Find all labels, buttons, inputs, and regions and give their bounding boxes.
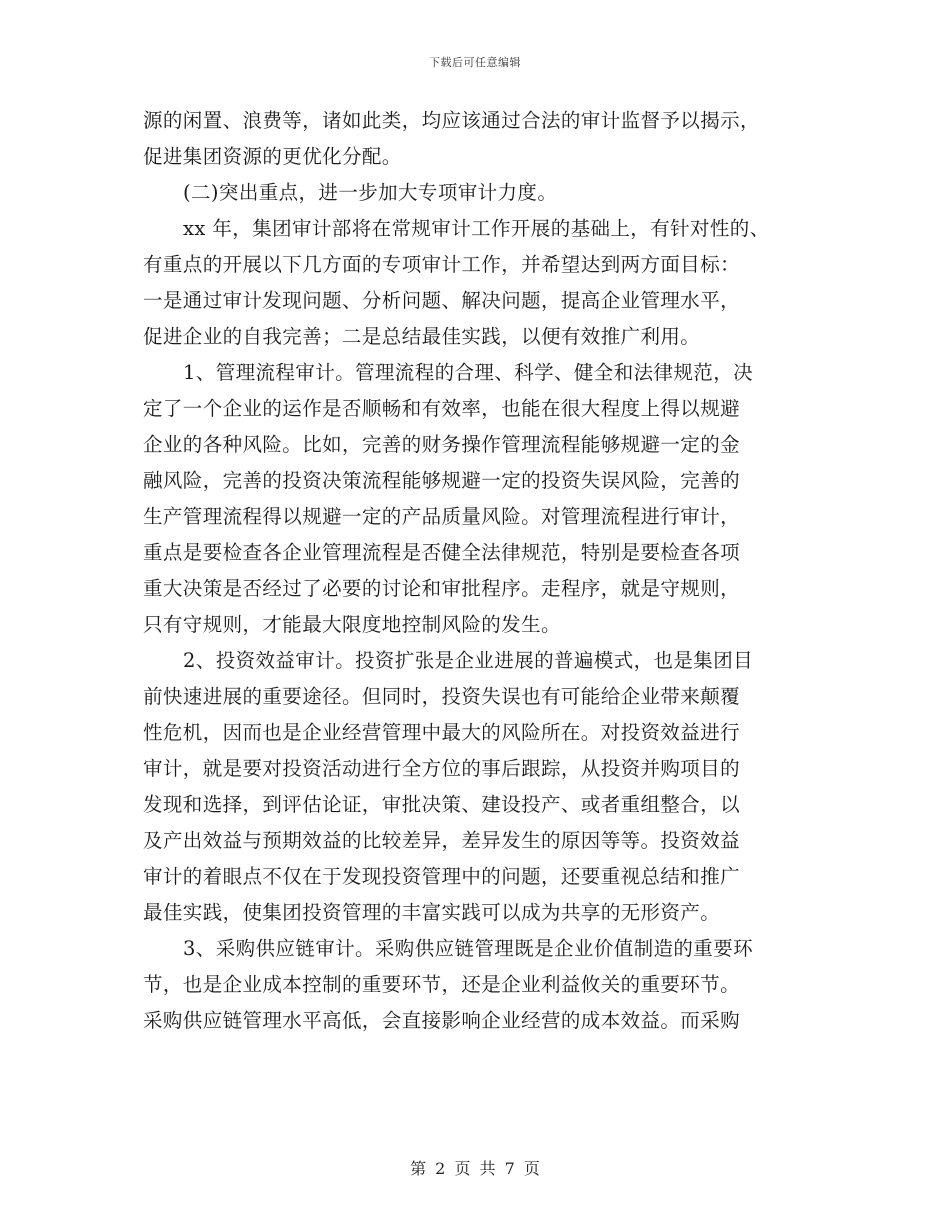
body-line: 重点是要检查各企业管理流程是否健全法律规范，特别是要检查各项 — [143, 541, 741, 564]
body-line: 审计的着眼点不仅在于发现投资管理中的问题，还要重视总结和推广 — [143, 865, 741, 888]
body-line: 采购供应链管理水平高低，会直接影响企业经营的成本效益。而采购 — [143, 1009, 741, 1032]
page-number-footer: 第 2 页 共 7 页 — [410, 1159, 540, 1178]
body-line: 定了一个企业的运作是否顺畅和有效率，也能在很大程度上得以规避 — [143, 397, 741, 420]
body-line: 促进集团资源的更优化分配。 — [143, 145, 402, 168]
body-line: 有重点的开展以下几方面的专项审计工作，并希望达到两方面目标： — [143, 253, 741, 276]
document-body — [143, 103, 815, 1039]
body-line: 一是通过审计发现问题、分析问题、解决问题，提高企业管理水平， — [143, 289, 741, 312]
body-line: 源的闲置、浪费等，诸如此类，均应该通过合法的审计监督予以揭示， — [143, 109, 760, 132]
body-line: 节，也是企业成本控制的重要环节，还是企业利益攸关的重要环节。 — [143, 973, 741, 996]
body-line: 2、投资效益审计。投资扩张是企业进展的普遍模式，也是集团目 — [183, 649, 754, 672]
body-line: 前快速进展的重要途径。但同时，投资失误也有可能给企业带来颠覆 — [143, 685, 741, 708]
body-line: 1、管理流程审计。管理流程的合理、科学、健全和法律规范，决 — [183, 361, 754, 384]
body-line: 融风险，完善的投资决策流程能够规避一定的投资失误风险，完善的 — [143, 469, 741, 492]
body-line: 只有守规则，才能最大限度地控制风险的发生。 — [143, 613, 561, 636]
section-heading: (二)突出重点，进一步加大专项审计力度。 — [183, 181, 558, 204]
body-line: 3、采购供应链审计。采购供应链管理既是企业价值制造的重要环 — [183, 937, 754, 960]
body-line: 发现和选择，到评估论证，审批决策、建设投产、或者重组整合，以 — [143, 793, 741, 816]
body-line: 审计，就是要对投资活动进行全方位的事后跟踪，从投资并购项目的 — [143, 757, 741, 780]
body-line: 生产管理流程得以规避一定的产品质量风险。对管理流程进行审计， — [143, 505, 741, 528]
body-line: xx 年，集团审计部将在常规审计工作开展的基础上，有针对性的、 — [183, 217, 770, 240]
body-line: 最佳实践，使集团投资管理的丰富实践可以成为共享的无形资产。 — [143, 901, 721, 924]
page-header: 下载后可任意编辑 — [429, 56, 521, 69]
body-line: 企业的各种风险。比如，完善的财务操作管理流程能够规避一定的金 — [143, 433, 741, 456]
body-line: 性危机，因而也是企业经营管理中最大的风险所在。对投资效益进行 — [143, 721, 741, 744]
body-line: 促进企业的自我完善；二是总结最佳实践，以便有效推广利用。 — [143, 325, 701, 348]
body-line: 及产出效益与预期效益的比较差异，差异发生的原因等等。投资效益 — [143, 829, 741, 852]
body-line: 重大决策是否经过了必要的讨论和审批程序。走程序，就是守规则， — [143, 577, 741, 600]
